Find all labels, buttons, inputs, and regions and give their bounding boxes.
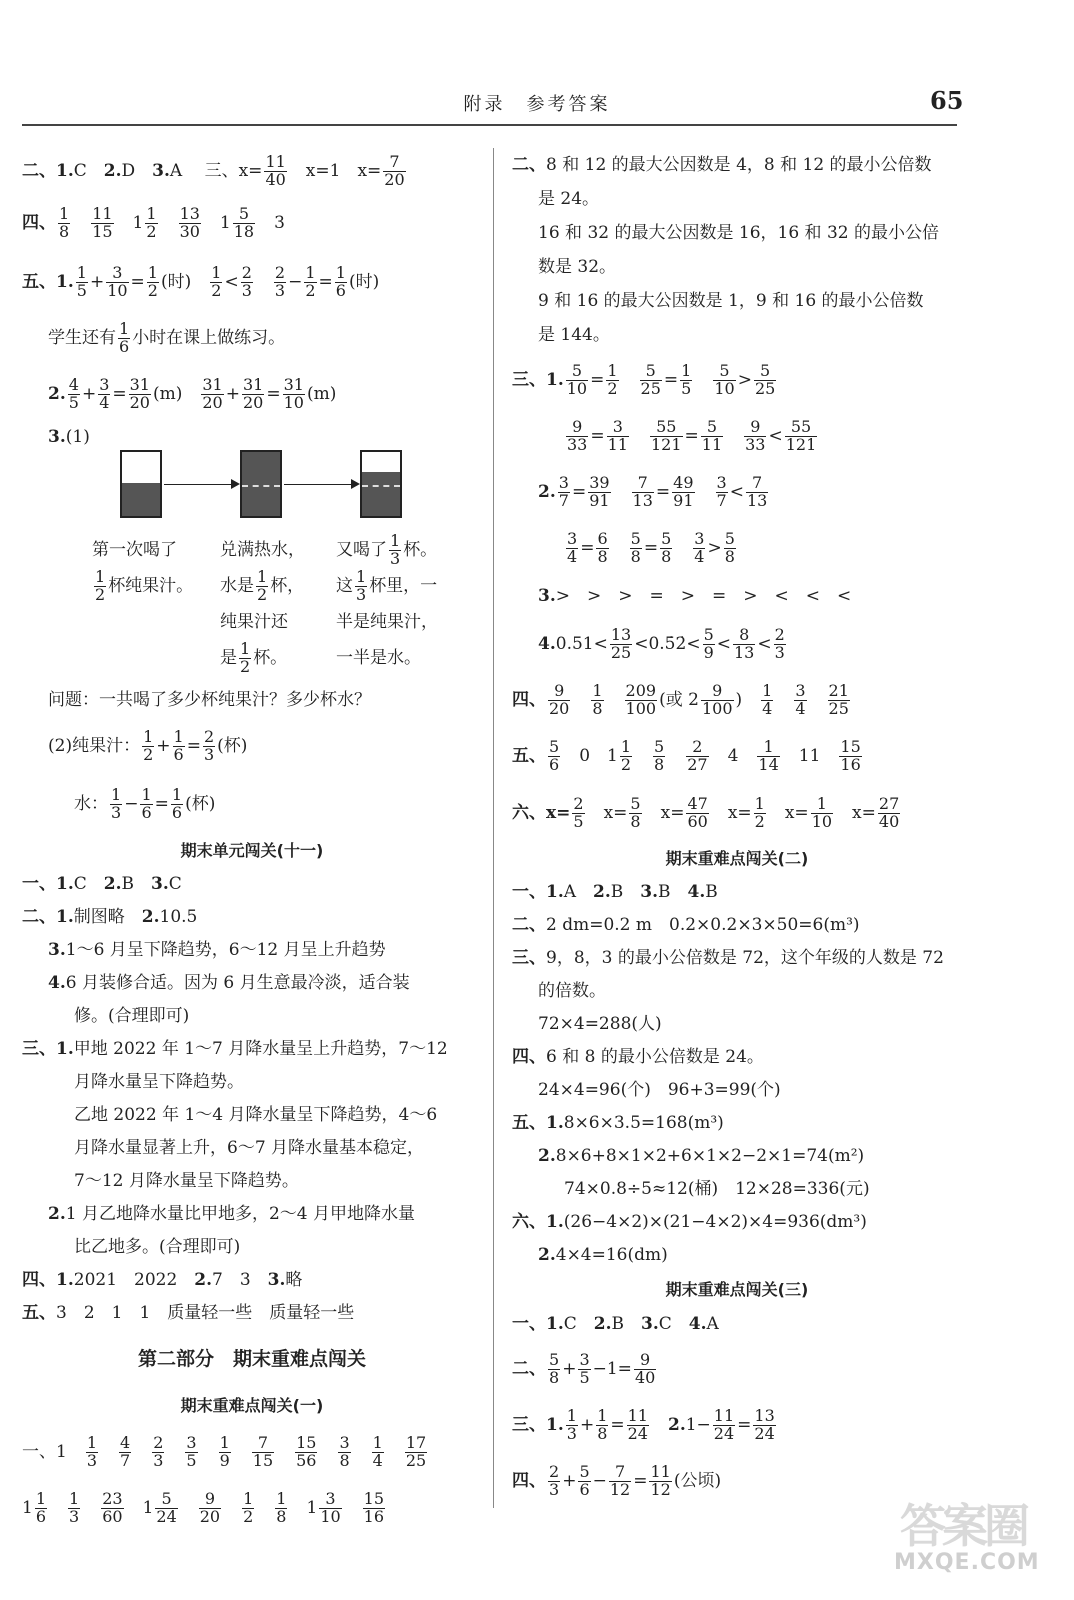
answer-text: A bbox=[169, 161, 183, 181]
watermark-text: 答案圈 bbox=[900, 1499, 1026, 1553]
fraction: $\frac{15}{16}$ bbox=[363, 1489, 385, 1526]
answer-line: 7～12 月降水量呈下降趋势。 bbox=[74, 1171, 299, 1191]
fraction: $\frac{5}{10}$ bbox=[714, 361, 735, 398]
fraction: $\frac{7}{20}$ bbox=[384, 152, 405, 189]
fraction: $\frac{1}{3}$ bbox=[86, 1433, 98, 1470]
answer-line: 是 144。 bbox=[538, 325, 610, 345]
fraction: $\frac{21}{25}$ bbox=[828, 681, 849, 718]
fraction: $\frac{1}{3}$ bbox=[356, 567, 367, 604]
fraction: $\frac{11}{12}$ bbox=[650, 1462, 671, 1499]
fraction: $\frac{2}{3}$ bbox=[203, 727, 215, 764]
answer-line: 比乙地多。(合理即可) bbox=[74, 1237, 241, 1257]
item-label: 五、1. bbox=[22, 272, 74, 292]
fraction: $\frac{9}{20}$ bbox=[549, 681, 570, 718]
fraction: $\frac{2}{27}$ bbox=[687, 737, 708, 774]
fraction: $\frac{5}{8}$ bbox=[630, 794, 641, 831]
fraction: $\frac{5}{8}$ bbox=[661, 529, 672, 566]
fraction: $\frac{5}{6}$ bbox=[579, 1462, 590, 1499]
answer-line: 3.(1) bbox=[48, 427, 90, 447]
answer-line: 3.> > > = > = > < < < bbox=[538, 586, 852, 606]
fraction: $\frac{15}{56}$ bbox=[296, 1433, 317, 1470]
fraction: $\frac{1}{2}$ bbox=[243, 1489, 254, 1526]
answer-line: $\frac{9}{33}$ = $\frac{3}{11}$ $\frac{55}{121}$ = $\frac{5}{11}$ $\frac{9}{33}$ < $\frac{55}{121}$ bbox=[567, 417, 817, 454]
fraction: $\frac{1}{8}$ bbox=[276, 1489, 287, 1526]
answer-line: 2.4×4=16(dm) bbox=[538, 1245, 668, 1265]
answer-line: 一、1.C 2.B 3.C bbox=[22, 874, 182, 894]
section-title: 期末重难点闯关(一) bbox=[180, 1396, 324, 1415]
left-column bbox=[22, 148, 482, 1536]
fraction: $\frac{7}{13}$ bbox=[746, 473, 768, 510]
fraction: $\frac{1}{2}$ bbox=[147, 263, 158, 300]
fraction: $\frac{1}{9}$ bbox=[219, 1433, 230, 1470]
answer-line: 1 $\frac{1}{6}$ $\frac{1}{3}$ $\frac{23}{60}$ 1 $\frac{5}{24}$ $\frac{9}{20}$ $\frac{1}{2}$ $\frac{1}{8}$ 1 $\frac{3}{10}$ $\frac{15}{16}$ bbox=[22, 1489, 385, 1526]
fraction: $\frac{2}{3}$ bbox=[153, 1433, 164, 1470]
fraction: $\frac{1}{2}$ bbox=[240, 639, 251, 676]
fraction: $\frac{5}{24}$ bbox=[156, 1489, 177, 1526]
fraction: $\frac{3}{4}$ bbox=[795, 681, 806, 718]
fraction: $\frac{9}{40}$ bbox=[634, 1350, 656, 1387]
fraction: $\frac{1}{5}$ bbox=[681, 361, 692, 398]
fraction: $\frac{11}{15}$ bbox=[92, 204, 113, 241]
fraction: $\frac{31}{20}$ bbox=[242, 375, 264, 412]
fraction: $\frac{3}{4}$ bbox=[694, 529, 705, 566]
fraction: $\frac{3}{7}$ bbox=[716, 473, 727, 510]
answer-line: 六、x= $\frac{2}{5}$ x= $\frac{5}{8}$ x= $\frac{47}{60}$ x= $\frac{1}{2}$ x= $\frac{1}{10}$ x= $\frac{27}{40}$ bbox=[512, 794, 900, 831]
fraction: $\frac{15}{16}$ bbox=[840, 737, 861, 774]
fraction: $\frac{1}{4}$ bbox=[762, 681, 773, 718]
fraction: $\frac{23}{60}$ bbox=[102, 1489, 123, 1526]
fraction: $\frac{1}{6}$ bbox=[119, 319, 130, 356]
fraction: $\frac{8}{13}$ bbox=[734, 625, 755, 662]
fraction: $\frac{5}{8}$ bbox=[724, 529, 735, 566]
answer-line: 五、1. $\frac{1}{5}$ + $\frac{3}{10}$ = $\frac{1}{2}$ (时) $\frac{1}{2}$ < $\frac{2}{3}$ $\frac{2}{3}$ − $\frac{1}{2}$ = $\frac{1}{6}$ (时) bbox=[22, 263, 380, 300]
header-rule bbox=[22, 124, 957, 126]
item-label: 2. bbox=[48, 384, 66, 404]
answer-line: 一、1.A 2.B 3.B 4.B bbox=[512, 882, 718, 902]
fraction: $\frac{4}{7}$ bbox=[120, 1433, 131, 1470]
item-label: 3. bbox=[48, 427, 66, 447]
arrow-icon bbox=[284, 484, 358, 485]
fraction: $\frac{5}{6}$ bbox=[549, 737, 560, 774]
answer-line: 二、 $\frac{5}{8}$ + $\frac{3}{5}$ −1= $\frac{9}{40}$ bbox=[512, 1350, 656, 1387]
fraction: $\frac{49}{91}$ bbox=[673, 473, 694, 510]
item-label: 3. bbox=[152, 161, 170, 181]
part-title: 第二部分 期末重难点闯关 bbox=[137, 1348, 366, 1370]
fraction: $\frac{11}{40}$ bbox=[265, 152, 286, 189]
item-label: 四、 bbox=[22, 213, 56, 233]
watermark-logo bbox=[894, 1490, 1050, 1590]
caption-3: 又喝了 $\frac{1}{3}$ 杯。 这 $\frac{1}{3}$ 杯里，一 半是纯果汁， 一半是水。 bbox=[336, 531, 438, 668]
fraction: $\frac{1}{2}$ bbox=[754, 794, 765, 831]
fraction: $\frac{1}{8}$ bbox=[59, 204, 70, 241]
fraction: $\frac{3}{10}$ bbox=[320, 1489, 341, 1526]
fraction: $\frac{2}{3}$ bbox=[774, 625, 785, 662]
fraction: $\frac{31}{10}$ bbox=[283, 375, 304, 412]
answer-line: 三、9，8，3 的最小公倍数是 72，这个年级的人数是 72 bbox=[512, 948, 944, 968]
fraction: $\frac{5}{10}$ bbox=[566, 361, 588, 398]
answer-line: 乙地 2022 年 1～4 月降水量呈下降趋势，4～6 bbox=[74, 1105, 438, 1125]
answer-text: x=1 bbox=[305, 161, 341, 181]
fraction: $\frac{5}{18}$ bbox=[233, 204, 255, 241]
whole-number: 1 bbox=[219, 213, 231, 233]
fraction: $\frac{7}{12}$ bbox=[609, 1462, 631, 1499]
fraction: $\frac{31}{20}$ bbox=[202, 375, 223, 412]
fraction: $\frac{1}{2}$ bbox=[143, 727, 154, 764]
fraction: $\frac{7}{15}$ bbox=[252, 1433, 274, 1470]
fraction: $\frac{1}{10}$ bbox=[811, 794, 833, 831]
fraction: $\frac{5}{11}$ bbox=[701, 417, 723, 454]
fraction: $\frac{1}{4}$ bbox=[372, 1433, 383, 1470]
cup-half-juice bbox=[120, 450, 162, 518]
answer-line: 二、8 和 12 的最大公因数是 4，8 和 12 的最小公倍数 bbox=[512, 155, 932, 175]
fraction: $\frac{9}{20}$ bbox=[199, 1489, 221, 1526]
answer-line: 一、1 $\frac{1}{3}$ $\frac{4}{7}$ $\frac{2}{3}$ $\frac{3}{5}$ $\frac{1}{9}$ $\frac{7}{15}$ $\frac{15}{56}$ $\frac{3}{8}$ $\frac{1}{4}$ $\frac{17}{25}$ bbox=[22, 1433, 427, 1470]
fraction: $\frac{1}{8}$ bbox=[597, 1406, 608, 1443]
fraction: $\frac{5}{8}$ bbox=[654, 737, 665, 774]
answer-line: 数是 32。 bbox=[538, 257, 617, 277]
whole-number: 1 bbox=[132, 213, 144, 233]
answer-text: 三、x= bbox=[204, 161, 263, 181]
answer-text: C bbox=[73, 161, 87, 181]
answer-line: 74×0.8÷5≈12(桶) 12×28=336(元) bbox=[564, 1179, 870, 1199]
answer-text: 3 bbox=[274, 213, 285, 233]
answer-line: 2. $\frac{4}{5}$ + $\frac{3}{4}$ = $\frac{31}{20}$ (m) $\frac{31}{20}$ + $\frac{31}{20}$ = $\frac{31}{10}$ (m) bbox=[48, 375, 337, 412]
fraction: $\frac{39}{91}$ bbox=[589, 473, 610, 510]
right-column bbox=[512, 148, 962, 1509]
fraction: $\frac{55}{121}$ bbox=[785, 417, 817, 454]
answer-line: (2)纯果汁： $\frac{1}{2}$ + $\frac{1}{6}$ = $\frac{2}{3}$ (杯) bbox=[48, 727, 248, 764]
fraction: $\frac{1}{5}$ bbox=[76, 263, 87, 300]
answer-line: 16 和 32 的最大公因数是 16，16 和 32 的最小公倍 bbox=[538, 223, 939, 243]
answer-line: $\frac{3}{4}$ = $\frac{6}{8}$ $\frac{5}{8}$ = $\frac{5}{8}$ $\frac{3}{4}$ > $\frac{5}{8}$ bbox=[567, 529, 735, 566]
answer-line: 4.6 月装修合适。因为 6 月生意最冷淡，适合装 bbox=[48, 973, 410, 993]
answer-line: 六、1.(26−4×2)×(21−4×2)×4=936(dm³) bbox=[512, 1212, 867, 1232]
fraction: $\frac{3}{4}$ bbox=[99, 375, 110, 412]
answer-line: 72×4=288(人) bbox=[538, 1014, 662, 1034]
answer-line: 四、1.2021 2022 2.7 3 3.略 bbox=[22, 1270, 303, 1290]
page-header-title: 附录 参考答案 bbox=[463, 94, 611, 115]
section-title: 期末重难点闯关(三) bbox=[665, 1280, 809, 1299]
answer-line: 是 24。 bbox=[538, 189, 600, 209]
fraction: $\frac{13}{30}$ bbox=[179, 204, 200, 241]
answer-text: D bbox=[121, 161, 136, 181]
fraction: $\frac{5}{25}$ bbox=[754, 361, 776, 398]
fraction: $\frac{1}{3}$ bbox=[111, 785, 122, 822]
fraction: $\frac{1}{2}$ bbox=[620, 737, 632, 774]
fraction: $\frac{5}{8}$ bbox=[549, 1350, 560, 1387]
fraction: $\frac{1}{6}$ bbox=[35, 1489, 47, 1526]
answer-line: 24×4=96(个) 96+3=99(个) bbox=[538, 1080, 781, 1100]
fraction: $\frac{3}{4}$ bbox=[567, 529, 578, 566]
answer-line: 四、 $\frac{9}{20}$ $\frac{1}{8}$ $\frac{209}{100}$ (或 2 $\frac{9}{100}$ ) $\frac{1}{4}$ $\frac{3}{4}$ $\frac{21}{25}$ bbox=[512, 681, 849, 718]
fraction: $\frac{3}{5}$ bbox=[186, 1433, 197, 1470]
answer-line: 三、1. $\frac{5}{10}$ = $\frac{1}{2}$ $\frac{5}{25}$ = $\frac{1}{5}$ $\frac{5}{10}$ > $\frac{5}{25}$ bbox=[512, 361, 776, 398]
answer-line bbox=[22, 194, 482, 252]
item-label: 2. bbox=[103, 161, 122, 181]
answer-line: 9 和 16 的最大公因数是 1，9 和 16 的最小公倍数 bbox=[538, 291, 924, 311]
caption-2: 兑满热水， 水是 $\frac{1}{2}$ 杯， 纯果汁还 是 $\frac{1}{2}$ 杯。 bbox=[220, 540, 305, 676]
fraction: $\frac{1}{8}$ bbox=[592, 681, 603, 718]
fraction: $\frac{11}{24}$ bbox=[713, 1406, 735, 1443]
answer-line: 月降水量显著上升，6～7 月降水量基本稳定， bbox=[74, 1138, 425, 1158]
fraction: $\frac{2}{3}$ bbox=[241, 263, 252, 300]
fraction: $\frac{55}{121}$ bbox=[650, 417, 682, 454]
answer-line: 2. $\frac{3}{7}$ = $\frac{39}{91}$ $\frac{7}{13}$ = $\frac{49}{91}$ $\frac{3}{7}$ < $\frac{7}{13}$ bbox=[538, 473, 768, 510]
answer-line: 一、1.C 2.B 3.C 4.A bbox=[512, 1314, 719, 1334]
item-label: 二、1. bbox=[22, 161, 74, 181]
fraction: $\frac{5}{8}$ bbox=[630, 529, 641, 566]
answer-line: 三、1. $\frac{1}{3}$ + $\frac{1}{8}$ = $\frac{11}{24}$ 2.1− $\frac{11}{24}$ = $\frac{13}{24}$ bbox=[512, 1406, 775, 1443]
fraction: $\frac{13}{25}$ bbox=[610, 625, 632, 662]
fraction: $\frac{1}{2}$ bbox=[607, 361, 618, 398]
answer-line: 问题：一共喝了多少杯纯果汁？多少杯水？ bbox=[48, 690, 371, 710]
fraction: $\frac{7}{13}$ bbox=[632, 473, 653, 510]
answer-text: x= bbox=[357, 161, 382, 181]
fraction: $\frac{17}{25}$ bbox=[405, 1433, 427, 1470]
answer-line: 4.0.51< $\frac{13}{25}$ <0.5̇2̇< $\frac{5}{9}$ < $\frac{8}{13}$ < $\frac{2}{3}$ bbox=[538, 625, 785, 662]
answer-line: 四、6 和 8 的最小公倍数是 24。 bbox=[512, 1047, 764, 1067]
answer-line: 五、 $\frac{5}{6}$ 0 1 $\frac{1}{2}$ $\frac{5}{8}$ $\frac{2}{27}$ 4 $\frac{1}{14}$ 11 $\frac{15}{16}$ bbox=[512, 737, 861, 774]
fraction: $\frac{3}{8}$ bbox=[339, 1433, 350, 1470]
fraction: $\frac{3}{11}$ bbox=[607, 417, 628, 454]
answer-line: 水： $\frac{1}{3}$ − $\frac{1}{6}$ = $\frac{1}{6}$ (杯) bbox=[74, 785, 216, 822]
fraction: $\frac{1}{2}$ bbox=[305, 263, 316, 300]
cup-captions bbox=[50, 532, 482, 682]
fraction: $\frac{1}{6}$ bbox=[171, 785, 183, 822]
fraction: $\frac{1}{3}$ bbox=[566, 1406, 577, 1443]
answer-line: 学生还有 $\frac{1}{6}$ 小时在课上做练习。 bbox=[48, 319, 286, 356]
answer-line: 五、3 2 1 1 质量轻一些 质量轻一些 bbox=[22, 1303, 355, 1323]
fraction: $\frac{1}{2}$ bbox=[95, 567, 106, 604]
answer-line: 月降水量呈下降趋势。 bbox=[74, 1072, 244, 1092]
fraction: $\frac{3}{10}$ bbox=[107, 263, 128, 300]
column-divider bbox=[493, 148, 494, 1508]
fraction: $\frac{2}{3}$ bbox=[274, 263, 286, 300]
arrow-icon bbox=[164, 484, 238, 485]
fraction: $\frac{5}{9}$ bbox=[703, 625, 714, 662]
fraction: $\frac{9}{33}$ bbox=[567, 417, 588, 454]
answer-line: 3.1～6 月呈下降趋势，6～12 月呈上升趋势 bbox=[48, 940, 386, 960]
cup-two-thirds bbox=[360, 450, 402, 518]
caption-1: 第一次喝了 $\frac{1}{2}$ 杯纯果汁。 bbox=[92, 540, 194, 604]
fraction: $\frac{1}{6}$ bbox=[335, 263, 346, 300]
section-title: 期末重难点闯关(二) bbox=[665, 849, 809, 868]
answer-line: 2.1 月乙地降水量比甲地多，2～4 月甲地降水量 bbox=[48, 1204, 416, 1224]
fraction: $\frac{47}{60}$ bbox=[687, 794, 708, 831]
answer-line: 二、1.制图略 2.10.5 bbox=[22, 907, 198, 927]
fraction: $\frac{9}{100}$ bbox=[701, 681, 733, 718]
fraction: $\frac{4}{5}$ bbox=[68, 375, 79, 412]
answer-line: 的倍数。 bbox=[538, 981, 606, 1001]
fraction: $\frac{209}{100}$ bbox=[625, 681, 657, 718]
fraction: $\frac{11}{24}$ bbox=[627, 1406, 648, 1443]
fraction: $\frac{3}{7}$ bbox=[558, 473, 569, 510]
cup-diagram bbox=[72, 450, 482, 532]
fraction: $\frac{1}{2}$ bbox=[257, 567, 268, 604]
fraction: $\frac{1}{3}$ bbox=[390, 531, 401, 568]
section-title: 期末单元闯关(十一) bbox=[180, 841, 324, 860]
fraction: $\frac{3}{5}$ bbox=[579, 1350, 590, 1387]
fraction: $\frac{1}{6}$ bbox=[141, 785, 152, 822]
answer-line: 二、2 dm=0.2 m 0.2×0.2×3×50=6(m³) bbox=[512, 915, 860, 935]
fraction: $\frac{1}{3}$ bbox=[69, 1489, 80, 1526]
fraction: $\frac{13}{24}$ bbox=[754, 1406, 775, 1443]
fraction: $\frac{9}{33}$ bbox=[745, 417, 766, 454]
fraction: $\frac{1}{2}$ bbox=[211, 263, 222, 300]
fraction: $\frac{5}{25}$ bbox=[640, 361, 661, 398]
answer-line: 2.8×6+8×1×2+6×1×2−2×1=74(m²) bbox=[538, 1146, 865, 1166]
fraction: $\frac{27}{40}$ bbox=[878, 794, 900, 831]
answer-line bbox=[22, 148, 482, 194]
cup-full bbox=[240, 450, 282, 518]
fraction: $\frac{2}{3}$ bbox=[549, 1462, 560, 1499]
answer-line: 五、1.8×6×3.5=168(m³) bbox=[512, 1113, 724, 1133]
fraction: $\frac{1}{14}$ bbox=[758, 737, 779, 774]
watermark-url: MXQE.COM bbox=[894, 1550, 1040, 1575]
answer-line: 四、 $\frac{2}{3}$ + $\frac{5}{6}$ − $\frac{7}{12}$ = $\frac{11}{12}$ (公顷) bbox=[512, 1462, 722, 1499]
fraction: $\frac{1}{6}$ bbox=[173, 727, 184, 764]
fraction: $\frac{2}{5}$ bbox=[573, 794, 584, 831]
page-number: 65 bbox=[930, 86, 964, 115]
answer-line: 修。(合理即可) bbox=[74, 1006, 190, 1026]
fraction: $\frac{6}{8}$ bbox=[597, 529, 608, 566]
fraction: $\frac{1}{2}$ bbox=[146, 204, 157, 241]
answer-line: 三、1.甲地 2022 年 1～7 月降水量呈上升趋势，7～12 bbox=[22, 1039, 448, 1059]
fraction: $\frac{31}{20}$ bbox=[129, 375, 150, 412]
